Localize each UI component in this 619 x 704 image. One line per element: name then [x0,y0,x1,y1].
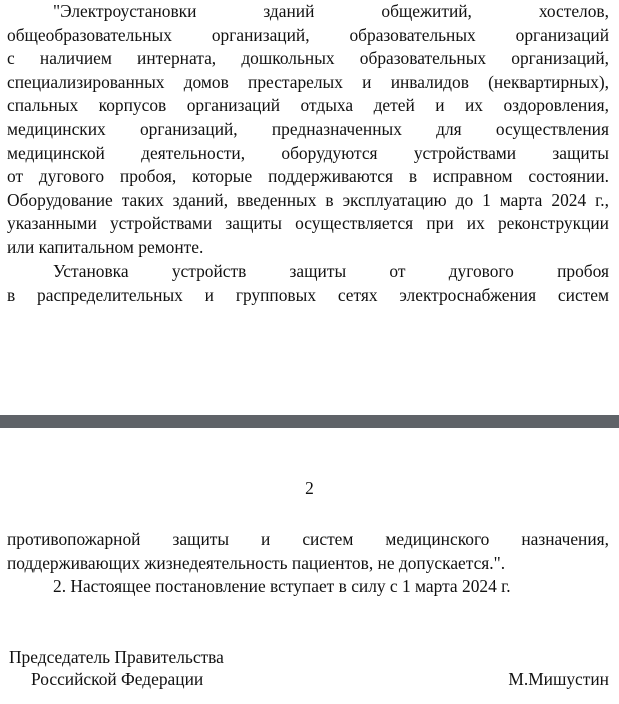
text-line: специализированных домов престарелых и инвалидов (неквартирных), [7,71,609,92]
page-separator [0,415,619,428]
text-line: с наличием интерната, дошкольных образовательных организаций, [7,48,609,69]
text-line: спальных корпусов организаций отдыха детей и их оздоровления, [7,95,609,116]
signatory-name: М.Мишустин [508,669,609,689]
text-line: общеобразовательных организаций, образовательных организаций [7,24,609,45]
text-line: поддерживающих жизнедеятельность пациентов, не допускается.". [7,552,506,573]
paragraph-continuation [7,528,609,575]
text-line: в распределительных и групповых сетях электроснабжения систем [7,284,609,305]
signatory-title-line2: Российской Федерации [31,669,204,689]
clause-2 [7,575,609,599]
paragraph-arc-fault-requirement [7,0,609,260]
text-line: 2. Настоящее постановление вступает в силу с 1 марта 2024 г. [53,576,511,596]
text-line: от дугового пробоя, которые поддерживаются в исправном состоянии. [7,166,609,187]
text-line: медицинских организаций, предназначенных для осуществления [7,118,609,139]
paragraph-installation-prohibition [7,260,609,307]
text-line: противопожарной защиты и систем медицинского назначения, [7,529,609,549]
text-line: "Электроустановки зданий общежитий, хостелов, [53,1,609,21]
text-line: медицинской деятельности, оборудуются устройствами защиты [7,142,609,163]
signatory-title [9,646,224,690]
text-line: Оборудование таких зданий, введенных в эксплуатацию до 1 марта 2024 г., [7,189,609,210]
text-line: указанными устройствами защиты осуществляется при их реконструкции [7,213,609,234]
page-number: 2 [305,478,314,498]
text-line: Установка устройств защиты от дугового пробоя [53,261,609,281]
signatory-title-line1: Председатель Правительства [9,647,224,667]
text-line: или капитальном ремонте. [7,236,204,257]
